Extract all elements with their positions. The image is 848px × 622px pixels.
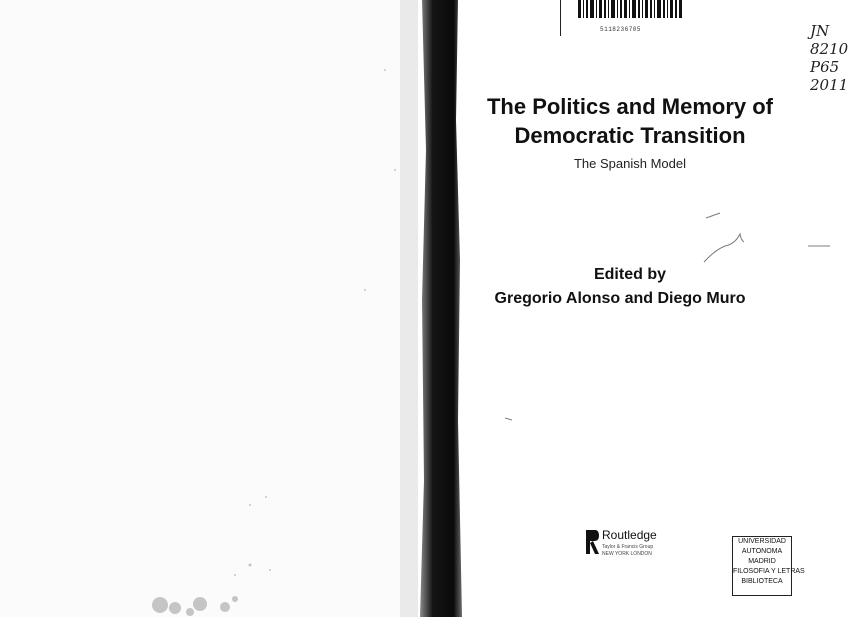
call-number-line: 8210 xyxy=(810,40,848,58)
book-subtitle: The Spanish Model xyxy=(573,156,686,171)
barcode-border-line xyxy=(560,0,561,36)
stamp-line: BIBLIOTECA xyxy=(741,578,783,585)
editors-names: Gregorio Alonso and Diego Muro xyxy=(494,290,746,307)
barcode-number: 5118236705 xyxy=(600,26,642,33)
barcode-graphic xyxy=(576,0,684,28)
call-number-line: 2011 xyxy=(810,76,848,94)
stamp-line: MADRID xyxy=(748,558,776,565)
publisher-logo xyxy=(584,528,684,564)
stamp-line: FILOSOFIA Y LETRAS xyxy=(733,568,805,575)
edited-by-label: Edited by xyxy=(593,266,666,283)
library-stamp xyxy=(732,536,805,596)
book-spine-gutter xyxy=(418,0,462,617)
left-page-speckle xyxy=(0,0,418,617)
stamp-line: UNIVERSIDAD xyxy=(738,538,786,545)
publisher-group: Taylor & Francis Group xyxy=(602,544,654,550)
routledge-r-icon xyxy=(584,528,600,558)
handwritten-call-number xyxy=(810,22,848,94)
spine-shadow xyxy=(418,0,462,617)
book-title xyxy=(460,92,800,150)
publisher-name: Routledge xyxy=(602,528,657,542)
call-number-line: JN xyxy=(810,22,830,40)
title-line: The Politics and Memory of xyxy=(486,94,774,119)
title-line: Democratic Transition xyxy=(514,123,746,148)
call-number-line: P65 xyxy=(810,58,840,76)
publisher-cities: NEW YORK LONDON xyxy=(602,551,652,557)
stamp-line: AUTONOMA xyxy=(741,548,783,555)
left-blank-page xyxy=(0,0,418,617)
